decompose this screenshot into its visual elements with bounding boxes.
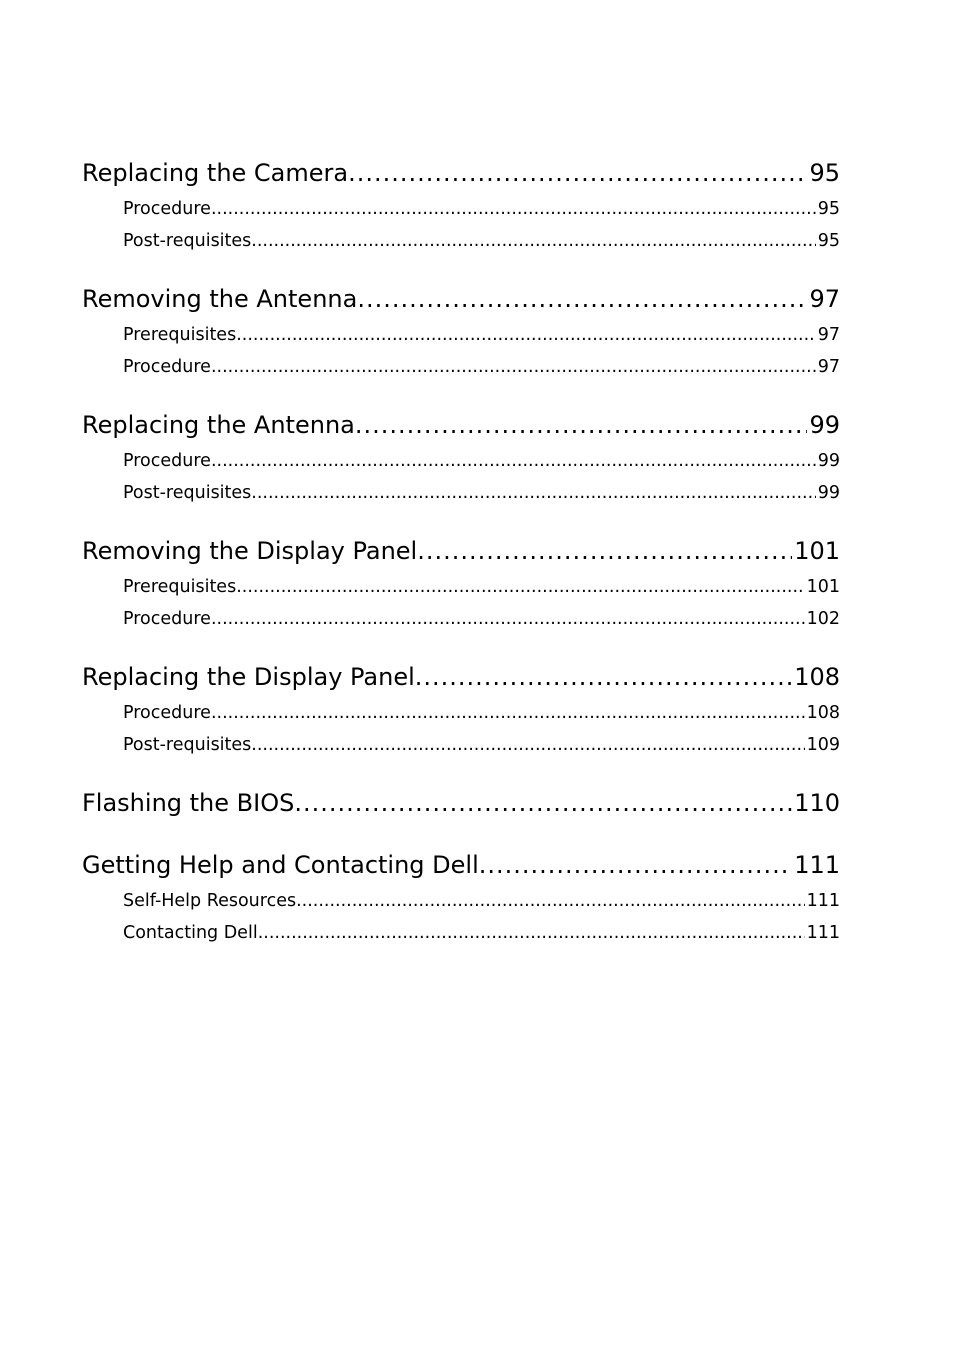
- toc-subentry-page: 101: [806, 577, 840, 597]
- dot-leader: [211, 351, 816, 383]
- toc-entry-title: Replacing the Antenna: [82, 411, 355, 439]
- toc-entry[interactable]: [82, 153, 840, 193]
- dot-leader: [417, 531, 792, 571]
- toc-subentry[interactable]: [82, 885, 840, 917]
- toc-subentry-page: 99: [817, 483, 840, 503]
- toc-subentry-title: Prerequisites: [123, 577, 237, 597]
- toc-subentry-title: Procedure: [123, 609, 211, 629]
- toc-subentry-title: Contacting Dell: [123, 923, 258, 943]
- toc-entry[interactable]: [82, 405, 840, 445]
- toc-section-removing-display-panel: [82, 531, 840, 635]
- toc-entry-page: 111: [794, 851, 840, 879]
- toc-subentry[interactable]: [82, 917, 840, 949]
- toc-subentry-title: Self-Help Resources: [123, 891, 297, 911]
- dot-leader: [236, 571, 804, 603]
- toc-subentry-title: Procedure: [123, 451, 211, 471]
- dot-leader: [236, 319, 816, 351]
- toc-subentry-page: 108: [806, 703, 840, 723]
- toc-subentry[interactable]: [82, 225, 840, 257]
- toc-section-getting-help: [82, 845, 840, 949]
- toc-subentry-page: 109: [806, 735, 840, 755]
- toc-entry-page: 99: [809, 411, 840, 439]
- toc-section-replacing-camera: [82, 153, 840, 257]
- toc-subentry-title: Procedure: [123, 199, 211, 219]
- dot-leader: [296, 885, 805, 917]
- toc-subentry[interactable]: [82, 729, 840, 761]
- toc-entry[interactable]: [82, 845, 840, 885]
- toc-entry-title: Removing the Display Panel: [82, 537, 418, 565]
- toc-entry-page: 108: [794, 663, 840, 691]
- dot-leader: [348, 153, 807, 193]
- dot-leader: [479, 845, 792, 885]
- toc-subentry-page: 111: [806, 891, 840, 911]
- dot-leader: [251, 729, 804, 761]
- toc-entry-title: Removing the Antenna: [82, 285, 358, 313]
- dot-leader: [294, 783, 792, 823]
- toc-subentry[interactable]: [82, 319, 840, 351]
- toc-entry[interactable]: [82, 783, 840, 823]
- table-of-contents: [82, 153, 840, 971]
- toc-subentry[interactable]: [82, 697, 840, 729]
- dot-leader: [251, 225, 815, 257]
- toc-subentry-title: Procedure: [123, 357, 211, 377]
- toc-subentry[interactable]: [82, 193, 840, 225]
- dot-leader: [355, 405, 808, 445]
- dot-leader: [211, 603, 805, 635]
- dot-leader: [415, 657, 792, 697]
- toc-section-replacing-antenna: [82, 405, 840, 509]
- toc-entry-title: Getting Help and Contacting Dell: [82, 851, 479, 879]
- toc-subentry[interactable]: [82, 351, 840, 383]
- toc-subentry[interactable]: [82, 571, 840, 603]
- toc-subentry[interactable]: [82, 445, 840, 477]
- dot-leader: [211, 697, 805, 729]
- dot-leader: [211, 445, 816, 477]
- dot-leader: [211, 193, 816, 225]
- toc-entry-title: Replacing the Camera: [82, 159, 349, 187]
- dot-leader: [258, 917, 805, 949]
- toc-subentry-page: 99: [817, 451, 840, 471]
- toc-subentry-title: Post-requisites: [123, 735, 252, 755]
- toc-entry[interactable]: [82, 279, 840, 319]
- toc-entry-page: 97: [809, 285, 840, 313]
- toc-subentry-title: Prerequisites: [123, 325, 237, 345]
- toc-entry[interactable]: [82, 657, 840, 697]
- toc-subentry[interactable]: [82, 477, 840, 509]
- toc-entry-title: Flashing the BIOS: [82, 789, 295, 817]
- toc-subentry-title: Post-requisites: [123, 231, 252, 251]
- toc-section-removing-antenna: [82, 279, 840, 383]
- toc-subentry-page: 95: [817, 231, 840, 251]
- toc-section-flashing-bios: [82, 783, 840, 823]
- toc-entry-page: 95: [809, 159, 840, 187]
- toc-subentry-page: 97: [817, 357, 840, 377]
- toc-entry-page: 101: [794, 537, 840, 565]
- toc-section-replacing-display-panel: [82, 657, 840, 761]
- dot-leader: [251, 477, 815, 509]
- toc-subentry-page: 97: [817, 325, 840, 345]
- toc-entry-title: Replacing the Display Panel: [82, 663, 415, 691]
- toc-subentry-page: 111: [806, 923, 840, 943]
- toc-entry-page: 110: [794, 789, 840, 817]
- toc-entry[interactable]: [82, 531, 840, 571]
- dot-leader: [357, 279, 807, 319]
- toc-subentry-page: 95: [817, 199, 840, 219]
- toc-subentry-page: 102: [806, 609, 840, 629]
- toc-subentry[interactable]: [82, 603, 840, 635]
- toc-subentry-title: Procedure: [123, 703, 211, 723]
- toc-subentry-title: Post-requisites: [123, 483, 252, 503]
